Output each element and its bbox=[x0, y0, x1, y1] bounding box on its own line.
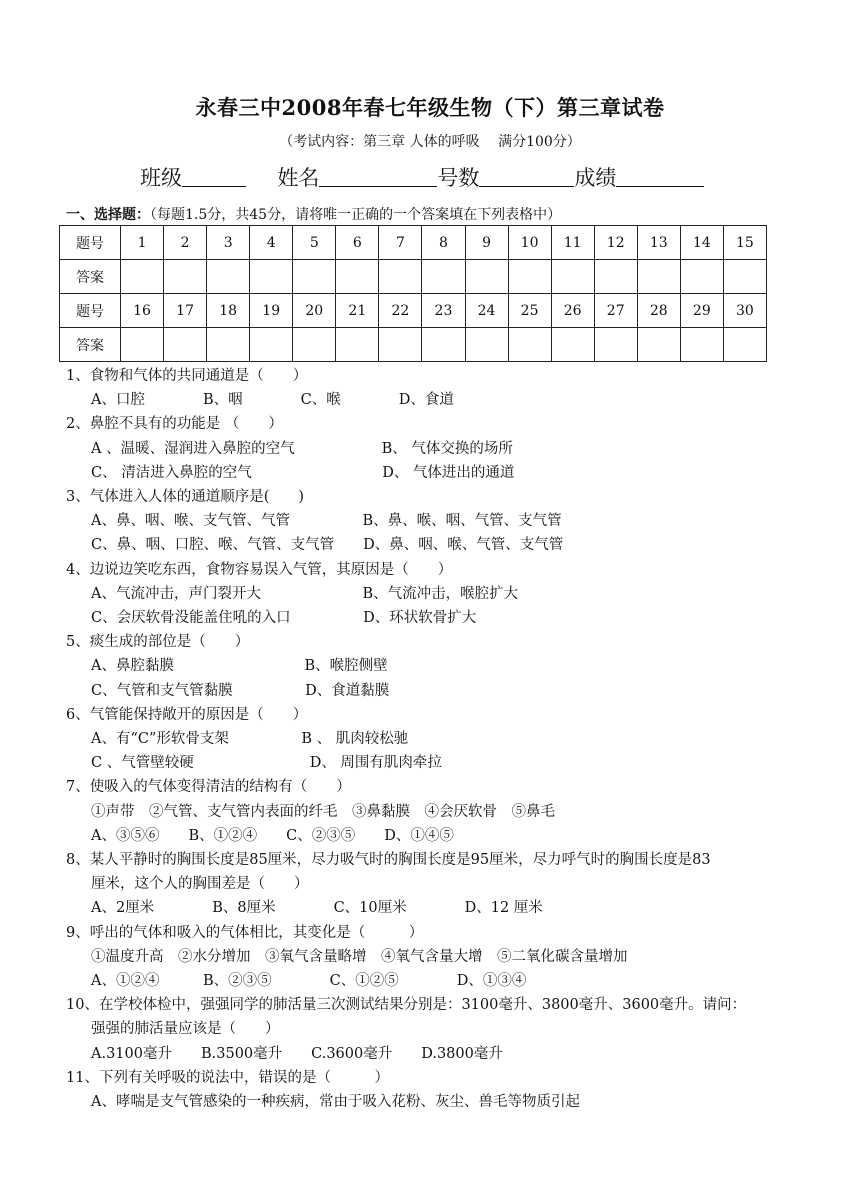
row-header-cell: 答案 bbox=[60, 260, 121, 294]
question-option-line: 厘米，这个人的胸围差是（ ） bbox=[91, 876, 309, 893]
question-number-cell: 14 bbox=[680, 226, 723, 260]
number-label: 号数 bbox=[437, 166, 480, 190]
class-blank[interactable] bbox=[182, 164, 246, 187]
question-stem: 7、使吸入的气体变得清洁的结构有（ ） bbox=[66, 779, 351, 796]
answer-cell[interactable] bbox=[723, 328, 766, 362]
answer-cell[interactable] bbox=[336, 328, 379, 362]
answer-cell[interactable] bbox=[551, 260, 594, 294]
score-blank[interactable] bbox=[616, 164, 704, 187]
question-stem: 5、痰生成的部位是（ ） bbox=[66, 634, 250, 651]
answer-cell[interactable] bbox=[637, 260, 680, 294]
question-option-line: A、口腔 B、咽 C、喉 D、食道 bbox=[91, 392, 454, 409]
row-header-cell: 题号 bbox=[60, 226, 121, 260]
answer-cell[interactable] bbox=[465, 260, 508, 294]
question-number-cell: 4 bbox=[250, 226, 293, 260]
answer-cell[interactable] bbox=[637, 328, 680, 362]
question-option-line: A.3100毫升 B.3500毫升 C.3600毫升 D.3800毫升 bbox=[91, 1045, 503, 1062]
answer-cell[interactable] bbox=[336, 260, 379, 294]
question-number-cell: 3 bbox=[207, 226, 250, 260]
section-heading bbox=[66, 204, 561, 224]
question-number-cell: 17 bbox=[164, 294, 207, 328]
student-info-row bbox=[140, 162, 704, 192]
question-number-cell: 25 bbox=[508, 294, 551, 328]
question-option-line: 强强的肺活量应该是（ ） bbox=[91, 1021, 280, 1038]
answer-cell[interactable] bbox=[250, 328, 293, 362]
question-number-cell: 11 bbox=[551, 226, 594, 260]
question-stem: 9、呼出的气体和吸入的气体相比，其变化是（ ） bbox=[66, 924, 424, 941]
question-number-cell: 10 bbox=[508, 226, 551, 260]
answer-cell[interactable] bbox=[164, 260, 207, 294]
answer-cell[interactable] bbox=[293, 260, 336, 294]
question-number-cell: 16 bbox=[121, 294, 164, 328]
question-number-cell: 15 bbox=[723, 226, 766, 260]
table-row bbox=[60, 226, 767, 260]
answer-cell[interactable] bbox=[594, 328, 637, 362]
score-label: 成绩 bbox=[574, 166, 617, 190]
section-instructions: （每题1.5分，共45分，请将唯一正确的一个答案填在下列表格中） bbox=[150, 207, 562, 223]
answer-cell[interactable] bbox=[508, 260, 551, 294]
question-stem: 3、气体进入人体的通道顺序是( ) bbox=[66, 489, 305, 505]
question-stem: 1、食物和气体的共同通道是（ ） bbox=[66, 368, 308, 384]
question-number-cell: 30 bbox=[723, 294, 766, 328]
question-number-cell: 24 bbox=[465, 294, 508, 328]
answer-cell[interactable] bbox=[508, 328, 551, 362]
answer-cell[interactable] bbox=[680, 260, 723, 294]
answer-cell[interactable] bbox=[250, 260, 293, 294]
answer-cell[interactable] bbox=[723, 260, 766, 294]
question-number-cell: 12 bbox=[594, 226, 637, 260]
answer-cell[interactable] bbox=[422, 260, 465, 294]
answer-cell[interactable] bbox=[465, 328, 508, 362]
answer-cell[interactable] bbox=[379, 328, 422, 362]
question-number-cell: 8 bbox=[422, 226, 465, 260]
question-stem: 10、在学校体检中，强强同学的肺活量三次测试结果分别是：3100毫升、3800毫升、3600毫升。请问： bbox=[66, 997, 747, 1014]
section-title: 一、选择题： bbox=[66, 207, 150, 223]
table-row bbox=[60, 260, 767, 294]
question-option-line: A、③⑤⑥ B、①②④ C、②③⑤ D、①④⑤ bbox=[91, 827, 454, 844]
class-label: 班级 bbox=[140, 166, 182, 190]
answer-cell[interactable] bbox=[293, 328, 336, 362]
question-stem: 6、气管能保持敞开的原因是（ ） bbox=[66, 706, 308, 723]
question-stem: 4、边说边笑吃东西，食物容易误入气管，其原因是（ ） bbox=[66, 561, 453, 578]
name-blank[interactable] bbox=[319, 164, 437, 187]
question-option-line: A、哮喘是支气管感染的一种疾病，常由于吸入花粉、灰尘、兽毛等物质引起 bbox=[91, 1094, 580, 1110]
page-title: 永春三中2008年春七年级生物（下）第三章试卷 bbox=[195, 95, 665, 120]
question-option-line: A、①②④ B、②③⑤ C、①②⑤ D、①③④ bbox=[91, 973, 527, 989]
answer-cell[interactable] bbox=[121, 260, 164, 294]
question-option-line: A、鼻、咽、喉、支气管、气管 B、鼻、喉、咽、气管、支气管 bbox=[91, 513, 562, 530]
question-option-line: ①温度升高 ②水分增加 ③氧气含量略增 ④氧气含量大增 ⑤二氧化碳含量增加 bbox=[91, 948, 628, 965]
question-number-cell: 7 bbox=[379, 226, 422, 260]
question-stem: 11、下列有关呼吸的说法中，错误的是（ ） bbox=[66, 1069, 389, 1086]
question-number-cell: 9 bbox=[465, 226, 508, 260]
question-option-line: C、气管和支气管黏膜 D、食道黏膜 bbox=[91, 682, 390, 699]
answer-cell[interactable] bbox=[207, 260, 250, 294]
exam-subtitle: （考试内容：第三章 人体的呼吸 满分100分） bbox=[279, 134, 581, 150]
question-option-line: A、鼻腔黏膜 B、喉腔侧壁 bbox=[91, 658, 388, 675]
answer-cell[interactable] bbox=[594, 260, 637, 294]
question-number-cell: 23 bbox=[422, 294, 465, 328]
question-number-cell: 29 bbox=[680, 294, 723, 328]
question-option-line: A、有“C”形软骨支架 B 、 肌肉较松驰 bbox=[91, 731, 409, 747]
question-number-cell: 20 bbox=[293, 294, 336, 328]
question-option-line: C、鼻、咽、口腔、喉、气管、支气管 D、鼻、咽、喉、气管、支气管 bbox=[91, 537, 564, 554]
question-number-cell: 6 bbox=[336, 226, 379, 260]
question-option-line: ①声带 ②气管、支气管内表面的纤毛 ③鼻黏膜 ④会厌软骨 ⑤鼻毛 bbox=[91, 803, 555, 820]
question-number-cell: 1 bbox=[121, 226, 164, 260]
question-option-line: A 、温暖、湿润进入鼻腔的空气 B、 气体交换的场所 bbox=[91, 440, 513, 457]
answer-cell[interactable] bbox=[121, 328, 164, 362]
answer-table bbox=[59, 225, 767, 362]
question-number-cell: 27 bbox=[594, 294, 637, 328]
question-number-cell: 18 bbox=[207, 294, 250, 328]
question-stem: 2、鼻腔不具有的功能是 （ ） bbox=[66, 416, 283, 433]
question-number-cell: 28 bbox=[637, 294, 680, 328]
question-number-cell: 19 bbox=[250, 294, 293, 328]
name-label: 姓名 bbox=[277, 166, 320, 190]
answer-cell[interactable] bbox=[164, 328, 207, 362]
answer-cell[interactable] bbox=[422, 328, 465, 362]
answer-cell[interactable] bbox=[551, 328, 594, 362]
question-number-cell: 5 bbox=[293, 226, 336, 260]
answer-cell[interactable] bbox=[680, 328, 723, 362]
question-number-cell: 2 bbox=[164, 226, 207, 260]
answer-cell[interactable] bbox=[207, 328, 250, 362]
question-stem: 8、某人平静时的胸围长度是85厘米，尽力吸气时的胸围长度是95厘米，尽力呼气时的胸围长度是83 bbox=[66, 852, 711, 868]
answer-cell[interactable] bbox=[379, 260, 422, 294]
question-number-cell: 26 bbox=[551, 294, 594, 328]
row-header-cell: 题号 bbox=[60, 294, 121, 328]
question-number-cell: 21 bbox=[336, 294, 379, 328]
table-row bbox=[60, 328, 767, 362]
number-blank[interactable] bbox=[479, 164, 574, 187]
question-option-line: A、2厘米 B、8厘米 C、10厘米 D、12 厘米 bbox=[91, 900, 543, 917]
question-option-line: C、会厌软骨没能盖住吼的入口 D、环状软骨扩大 bbox=[91, 610, 477, 626]
question-number-cell: 13 bbox=[637, 226, 680, 260]
question-option-line: C、 清洁进入鼻腔的空气 D、 气体进出的通道 bbox=[91, 464, 515, 481]
question-number-cell: 22 bbox=[379, 294, 422, 328]
question-option-line: A、气流冲击，声门裂开大 B、气流冲击，喉腔扩大 bbox=[91, 585, 519, 602]
table-row bbox=[60, 294, 767, 328]
row-header-cell: 答案 bbox=[60, 328, 121, 362]
question-option-line: C 、气管壁较硬 D、 周围有肌肉牵拉 bbox=[91, 755, 442, 772]
